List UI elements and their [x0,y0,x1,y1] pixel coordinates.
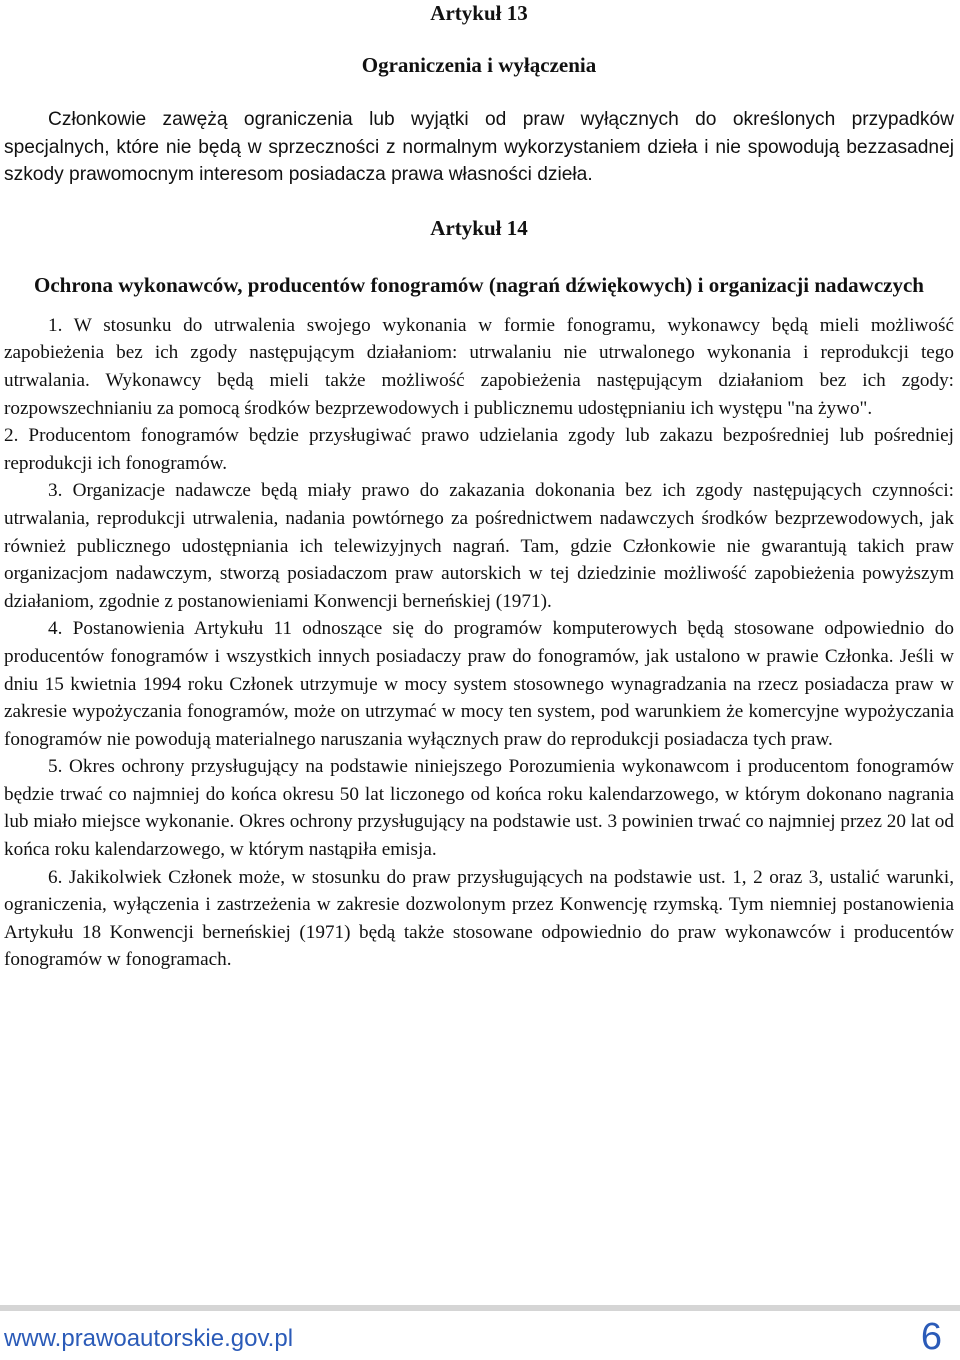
article-14-paragraph-3: 3. Organizacje nadawcze będą miały prawo do zakazania dokonania bez ich zgody następujących czynności: utrwalania, reprodukcji utrwalenia, nadania powtórnego za pośrednictwem nadawczych środków bezprzewodowych, jak również publicznego udostępniania ich telewizyjnych nagrań. Tam, gdzie Członkowie nie gwarantują takich praw organizacjom nadawczym, stworzą posiadaczom praw autorskich w tej dziedzinie możliwość zapobieżenia powyższym działaniom, zgodnie z postanowieniami Konwencji berneńskiej (1971). [4,480,954,612]
page-number: 6 [920,1316,942,1358]
article-14-subtitle: Ochrona wykonawców, producentów fonogramów (nagrań dźwiękowych) i organizacji nadawczych [34,272,924,297]
article-14-paragraph-1: 1. W stosunku do utrwalenia swojego wykonania w formie fonogramu, wykonawcy będą mieli możliwość zapobieżenia bez ich zgody następującym działaniom: utrwalaniu nie utrwalonego wykonania i reprodukcji tego utrwalania. Wykonawcy będą mieli także możliwość zapobieżenia następującym działaniom bez ich zgody: rozpowszechnianiu za pomocą środków bezprzewodowych i publicznemu udostępnianiu ich występu "na żywo". [4,314,954,419]
footer-divider [0,1305,960,1311]
article-13-title: Artykuł 13 [430,1,528,25]
footer-website-link[interactable]: www.prawoautorskie.gov.pl [4,1325,294,1352]
article-13-paragraph: Członkowie zawężą ograniczenia lub wyjątki od praw wyłącznych do określonych przypadków specjalnych, które nie będą w sprzeczności z normalnym wykorzystaniem dzieła i nie spowodują bezzasadnej szkody prawomocnym interesom posiadacza prawa własności dzieła. [4,109,954,186]
article-14-title: Artykuł 14 [430,215,528,240]
article-14-paragraph-4: 4. Postanowienia Artykułu 11 odnoszące się do programów komputerowych będą stosowane odpowiednio do producentów fonogramów i wszystkich innych posiadaczy praw do fonogramów, jak ustalono w prawie Członka. Jeśli w dniu 15 kwietnia 1994 roku Członek utrzymuje w mocy system stosownego wynagradzania na rzecz posiadacza praw w zakresie wypożyczania fonogramów, może on utrzymać w mocy ten system, pod warunkiem że komercyjne wypożyczania fonogramów nie powodują materialnego naruszania wyłącznych praw do reprodukcji posiadacza tych praw. [4,618,954,750]
document-page [4,0,954,974]
article-13-subtitle: Ograniczenia i wyłączenia [361,53,597,77]
article-14-paragraph-2: 2. Producentom fonogramów będzie przysługiwać prawo udzielania zgody lub zakazu bezpośredniej lub pośredniej reprodukcji ich fonogramów. [4,425,954,474]
article-14-paragraph-5: 5. Okres ochrony przysługujący na podstawie niniejszego Porozumienia wykonawcom i producentom fonogramów będzie trwać co najmniej do końca okresu 50 lat liczonego od końca roku kalendarzowego, w którym dokonano nagrania lub miało miejsce wykonanie. Okres ochrony przysługujący na podstawie ust. 3 powinien trwać co najmniej przez 20 lat od końca roku kalendarzowego, w którym nastąpiła emisja. [4,756,954,861]
article-14-paragraph-6: 6. Jakikolwiek Członek może, w stosunku do praw przysługujących na podstawie ust. 1, 2 oraz 3, ustalić warunki, ograniczenia, wyłączenia i zastrzeżenia w zakresie dozwolonym przez Konwencję rzymską. Tym niemniej postanowienia Artykułu 18 Konwencji berneńskiej (1971) będą także stosowane odpowiednio do praw wykonawców i producentów fonogramów w fonogramach. [4,866,954,971]
